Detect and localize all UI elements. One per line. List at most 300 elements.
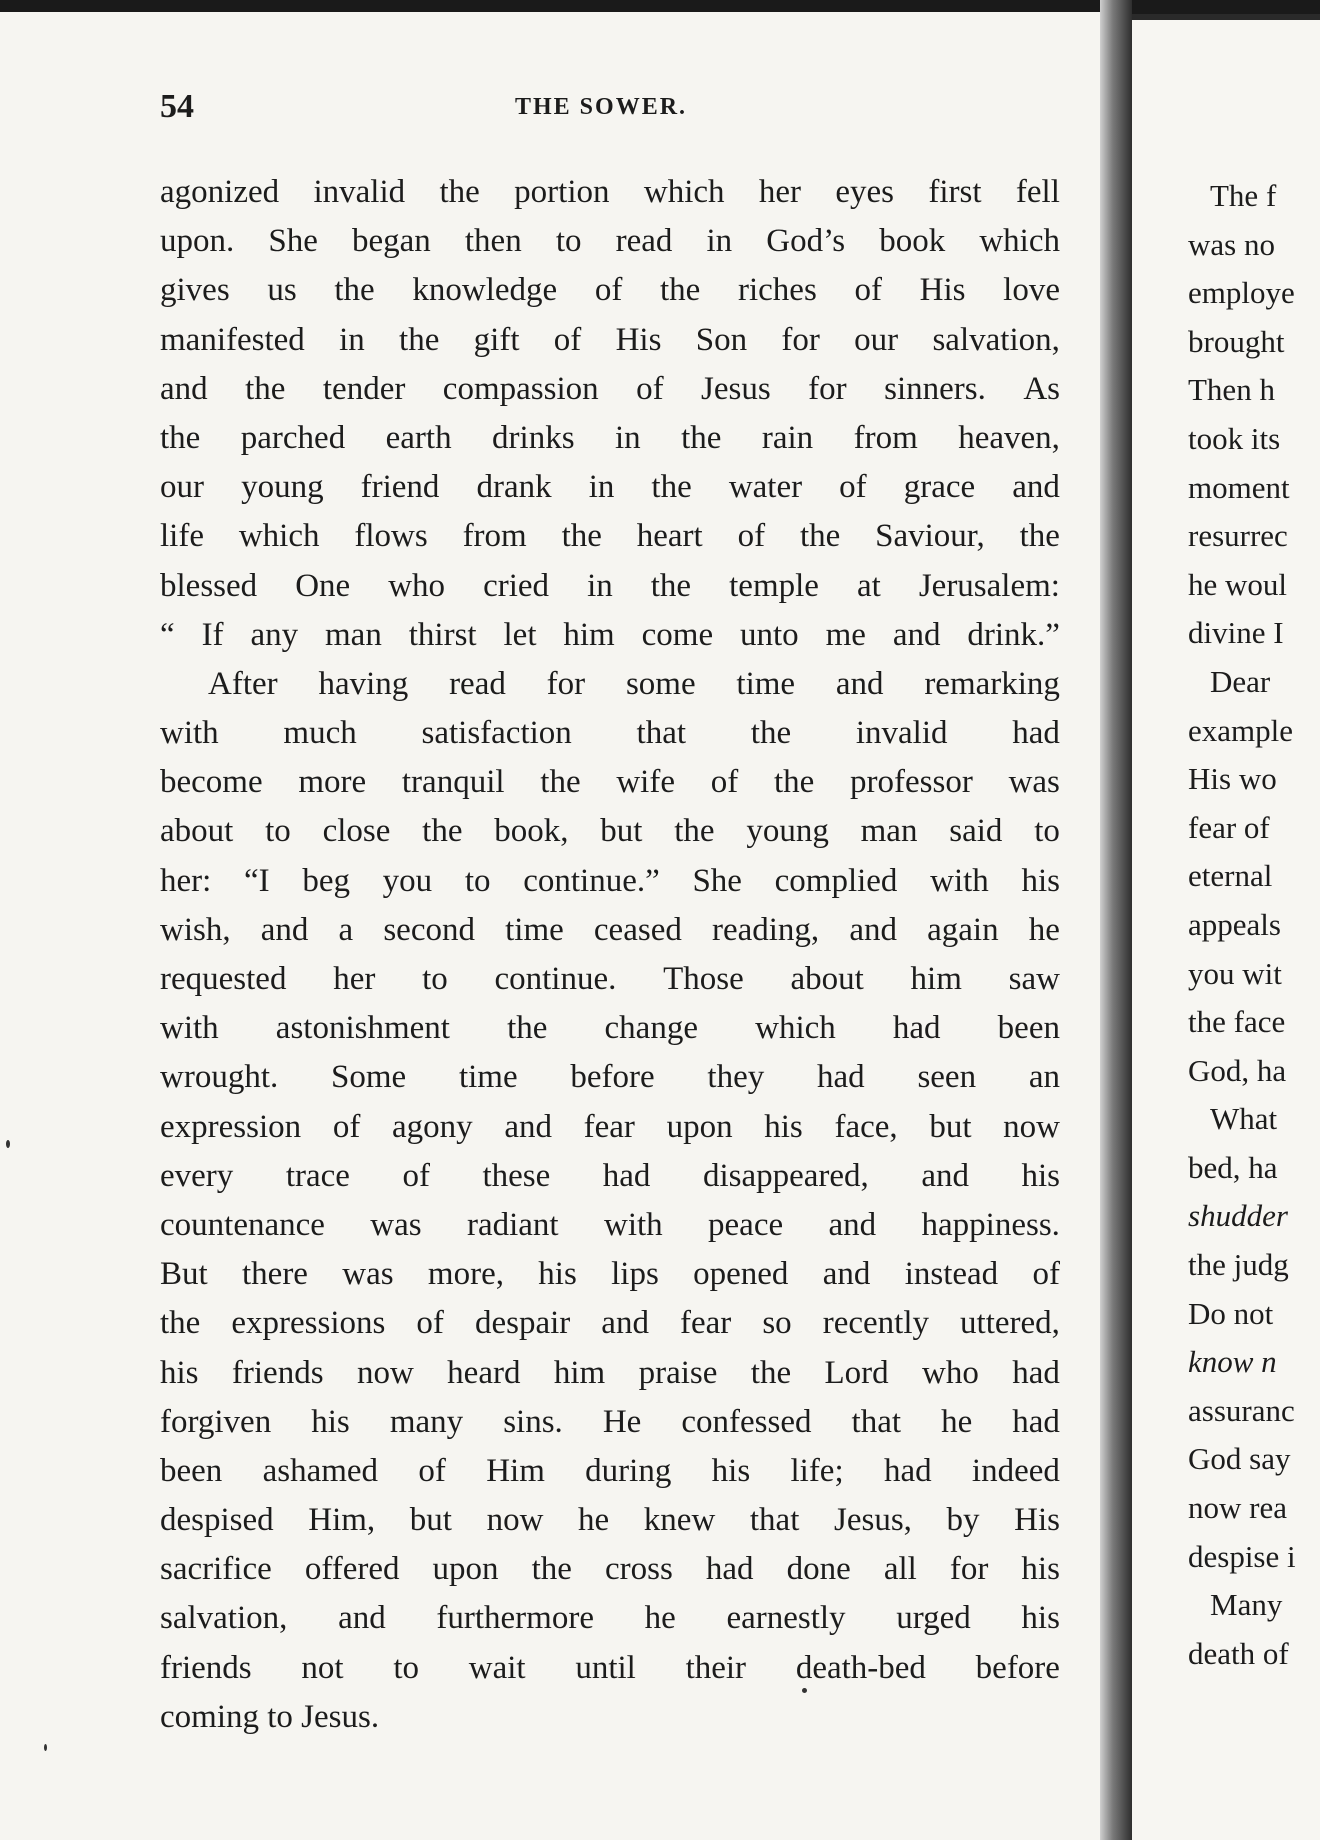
word: invalid (313, 174, 406, 210)
word: upon (666, 1108, 733, 1145)
word: death-bed (795, 1649, 926, 1686)
text-line (160, 414, 1060, 463)
text-line (160, 857, 1060, 906)
word: her (333, 961, 376, 997)
word: in (706, 223, 733, 260)
word: was (370, 1206, 422, 1243)
word: fear (680, 1305, 732, 1342)
word: about (790, 961, 864, 997)
word: reading, (711, 911, 820, 948)
word: cried (483, 567, 550, 604)
word: man (860, 813, 918, 850)
scan-speck (802, 1688, 807, 1693)
word: and (921, 1157, 969, 1194)
word: the (334, 272, 375, 309)
word: sacrifice (160, 1551, 272, 1588)
word: had (892, 1010, 941, 1047)
word: their (685, 1649, 747, 1686)
word: One (295, 567, 351, 604)
word: some (625, 665, 696, 702)
word: he (941, 1403, 973, 1440)
text-line (160, 611, 1060, 660)
word: trace (285, 1157, 350, 1194)
word: of (854, 272, 882, 309)
word: He (602, 1403, 642, 1440)
word: the (660, 272, 701, 309)
text-line (160, 1152, 1060, 1201)
word: and (504, 1108, 552, 1145)
word: he (1028, 911, 1060, 948)
word: ceased (593, 911, 682, 948)
word: the (561, 518, 602, 555)
text-line: the judg (1188, 1247, 1289, 1283)
word: face, (834, 1108, 898, 1145)
word: said (949, 813, 1003, 850)
word: blessed (160, 567, 258, 604)
text-line: appeals (1188, 906, 1281, 942)
word: indeed (971, 1452, 1060, 1489)
word: thirst (408, 616, 477, 653)
word: uttered, (960, 1305, 1060, 1342)
text-line (160, 758, 1060, 807)
text-line: God, ha (1188, 1052, 1287, 1088)
word: first (928, 174, 982, 210)
word: his (1021, 1157, 1060, 1194)
word: who (922, 1354, 979, 1391)
word: complied (774, 862, 898, 899)
word: disappeared, (702, 1157, 869, 1194)
word: these (482, 1157, 551, 1194)
word: the (531, 1551, 572, 1588)
word: rain (761, 419, 814, 456)
word: the (540, 764, 581, 801)
word: ashamed (262, 1452, 379, 1489)
text-line (160, 709, 1060, 758)
text-line: brought (1188, 323, 1285, 359)
word: salvation, (932, 321, 1060, 358)
word: any (250, 616, 299, 653)
word: praise (638, 1354, 718, 1391)
word: forgiven (160, 1403, 272, 1440)
word: of (553, 321, 582, 358)
scan-speck (44, 1744, 47, 1751)
word: had (883, 1452, 932, 1489)
word: now (1003, 1108, 1060, 1145)
word: continue. (494, 961, 617, 997)
word: furthermore (436, 1600, 594, 1637)
word: his (311, 1403, 350, 1440)
word: him (553, 1354, 606, 1391)
word: and (160, 370, 208, 407)
word: in (339, 321, 365, 358)
word: his (160, 1354, 199, 1391)
word: wrought. (160, 1059, 279, 1096)
word: of (416, 1305, 444, 1342)
text-line (160, 463, 1060, 512)
word: so (762, 1305, 792, 1342)
word: As (1023, 370, 1060, 407)
word: that (851, 1403, 902, 1440)
word: lips (611, 1256, 659, 1293)
word: the (681, 419, 722, 456)
text-line (160, 217, 1060, 266)
word: become (160, 764, 263, 801)
text-line: assuranc (1188, 1392, 1295, 1428)
word: radiant (466, 1206, 559, 1243)
word: before (570, 1059, 655, 1096)
word: His (615, 321, 662, 358)
word: continue.” (523, 862, 660, 899)
word: Those (663, 961, 744, 997)
word: in (587, 567, 613, 604)
text-line: was no (1188, 226, 1275, 262)
text-line: employe (1188, 275, 1295, 311)
word: knew (643, 1502, 716, 1539)
word: and (1012, 469, 1060, 506)
word: an (1028, 1059, 1060, 1096)
word: the (160, 1305, 201, 1342)
word: and (849, 911, 897, 948)
word: of (636, 370, 664, 407)
right-page (1132, 20, 1320, 1840)
word: countenance (160, 1206, 325, 1243)
text-line: took its (1188, 420, 1281, 456)
word: to (464, 862, 491, 899)
word: then (464, 223, 522, 260)
word: salvation, (160, 1600, 288, 1637)
word: tranquil (401, 764, 505, 801)
text-line: he woul (1188, 566, 1288, 602)
word: Jerusalem: (918, 567, 1060, 604)
word: life (160, 518, 204, 555)
word: at (856, 567, 881, 604)
text-line: bed, ha (1188, 1149, 1278, 1185)
book-gutter (1100, 0, 1132, 1840)
word: change (604, 1010, 698, 1047)
word: heart (636, 518, 703, 555)
text-line (160, 1250, 1060, 1299)
text-line (160, 1693, 1060, 1742)
word: friends (160, 1649, 252, 1686)
word: expressions (231, 1305, 386, 1342)
left-page-body (160, 168, 1060, 1742)
word: time (505, 911, 564, 948)
word: of (1032, 1256, 1060, 1293)
word: sins. (503, 1403, 563, 1440)
word: young (241, 469, 324, 506)
word: there (242, 1256, 308, 1293)
word: done (786, 1551, 851, 1588)
word: agonized (160, 174, 280, 210)
text-line: despise i (1188, 1538, 1296, 1574)
text-line (160, 1053, 1060, 1102)
word: the (160, 419, 201, 456)
word: but (600, 813, 643, 850)
word: his (1021, 1551, 1060, 1588)
word: grace (903, 469, 976, 506)
word: the (674, 813, 715, 850)
word: having (318, 665, 409, 702)
word: our (854, 321, 899, 358)
word: and (601, 1305, 649, 1342)
text-line: fear of (1188, 809, 1270, 845)
word: for (781, 321, 820, 358)
word: for (949, 1551, 989, 1588)
word: of (332, 1108, 361, 1145)
text-line (160, 955, 1060, 1004)
word: Jesus, (833, 1502, 912, 1539)
word: recently (822, 1305, 929, 1342)
text-line: now rea (1188, 1490, 1287, 1526)
text-line (160, 1004, 1060, 1053)
text-line: know n (1188, 1344, 1277, 1380)
word: urged (896, 1600, 971, 1637)
word: life; (790, 1452, 844, 1489)
word: expression (160, 1108, 302, 1145)
word: tender (322, 370, 406, 407)
word: the (773, 764, 815, 801)
word: for (808, 370, 847, 407)
word: happiness. (921, 1206, 1060, 1243)
word: wait (468, 1649, 526, 1686)
word: with (160, 1010, 219, 1047)
text-line: His wo (1188, 761, 1277, 797)
word: His (919, 272, 966, 309)
text-line: God say (1188, 1441, 1291, 1477)
word: that (636, 715, 687, 752)
word: in (614, 419, 641, 456)
word: time (736, 665, 796, 702)
word: heaven, (958, 419, 1060, 456)
word: After (208, 665, 278, 702)
word: read (615, 223, 673, 260)
word: earth (385, 419, 452, 456)
word: temple (729, 567, 819, 604)
word: more, (427, 1256, 504, 1293)
word: of (737, 518, 766, 555)
word: began (351, 223, 431, 260)
text-line (160, 1299, 1060, 1348)
word: water (728, 469, 803, 506)
text-line: Many (1210, 1587, 1283, 1623)
word: his (1021, 862, 1060, 899)
text-line: the face (1188, 1004, 1286, 1040)
word: satisfaction (421, 715, 572, 752)
word: who (388, 567, 446, 604)
word: peace (708, 1206, 784, 1243)
right-page-body (1188, 172, 1296, 1678)
word: let (503, 616, 537, 653)
word: the (245, 370, 286, 407)
word: heard (447, 1354, 521, 1391)
word: many (389, 1403, 464, 1440)
text-line: eternal (1188, 858, 1273, 894)
page-header (160, 88, 1030, 138)
word: gift (473, 321, 520, 358)
word: and (822, 1256, 871, 1293)
word: had (602, 1157, 651, 1194)
word: despair (474, 1305, 571, 1342)
word: drank (476, 469, 552, 506)
word: he (644, 1600, 676, 1637)
word: compassion (442, 370, 599, 407)
word: eyes (835, 174, 895, 210)
word: the (650, 567, 692, 604)
word: which (979, 223, 1060, 260)
word: the (651, 469, 692, 506)
word: come (641, 616, 714, 653)
word: his (1021, 1600, 1060, 1637)
word: now (356, 1354, 414, 1391)
word: us (267, 272, 297, 309)
word: the (750, 715, 792, 752)
word: to (422, 961, 448, 997)
page-number: 54 (160, 88, 194, 125)
word: until (575, 1649, 636, 1686)
scan-speck (6, 1140, 10, 1148)
word: book, (494, 813, 569, 850)
word: was (1008, 764, 1060, 801)
word: about (160, 813, 234, 850)
word: not (301, 1649, 344, 1686)
word: of (402, 1157, 430, 1194)
text-line: divine I (1188, 615, 1284, 651)
word: If (201, 616, 224, 653)
text-line (160, 1398, 1060, 1447)
word: now (486, 1502, 544, 1539)
word: parched (240, 419, 346, 456)
word: confessed (681, 1403, 812, 1440)
word: earnestly (726, 1600, 846, 1637)
word: he (578, 1502, 610, 1539)
word: instead (904, 1256, 999, 1293)
word: with (160, 715, 219, 752)
word: and (260, 911, 309, 948)
word: again (927, 911, 999, 948)
word: Some (331, 1059, 407, 1096)
word: She (692, 862, 742, 899)
word: She (268, 223, 318, 260)
word: of (839, 469, 867, 506)
word: much (283, 715, 357, 752)
text-line: Then h (1188, 372, 1275, 408)
word: manifested (160, 321, 305, 358)
text-line: Do not (1188, 1295, 1274, 1331)
word: for (546, 665, 586, 702)
word: and (835, 665, 884, 702)
word: his (764, 1108, 803, 1145)
word: gives (160, 272, 230, 309)
word: knowledge (412, 272, 558, 309)
word: the (439, 174, 480, 210)
word: a (338, 911, 354, 948)
text-line (160, 1545, 1060, 1594)
word: which (755, 1010, 836, 1047)
word: had (1012, 1354, 1060, 1391)
word: they (707, 1059, 765, 1096)
word: and (828, 1206, 877, 1243)
text-line (160, 365, 1060, 414)
text-line (160, 168, 1060, 217)
text-line (160, 807, 1060, 856)
word: But (160, 1256, 208, 1293)
word: seen (917, 1059, 977, 1096)
word: him (563, 616, 615, 653)
word: Him, (308, 1502, 376, 1539)
word: which (238, 518, 320, 555)
word: friends (231, 1354, 324, 1391)
word: God’s (766, 223, 846, 260)
word: invalid (855, 715, 948, 752)
text-line: The f (1210, 178, 1277, 213)
text-line: death of (1188, 1635, 1289, 1671)
text-line (160, 1644, 1060, 1693)
word: love (1003, 272, 1060, 309)
word: offered (304, 1551, 400, 1588)
word: but (409, 1502, 452, 1539)
word: the (750, 1354, 792, 1391)
word: with (603, 1206, 663, 1243)
word: before (975, 1649, 1060, 1686)
word: opened (693, 1256, 789, 1293)
text-line (160, 562, 1060, 611)
text-line: shudder (1188, 1198, 1288, 1234)
text-line: Dear (1210, 663, 1271, 699)
word: but (929, 1108, 972, 1145)
text-line: you wit (1188, 955, 1282, 991)
word: friend (360, 469, 440, 506)
word: me (825, 616, 866, 653)
word: the (422, 813, 463, 850)
word: read (449, 665, 506, 702)
word: book (879, 223, 946, 260)
word: wish, (160, 911, 231, 948)
word: to (1034, 813, 1060, 850)
word: had (705, 1551, 754, 1588)
word: during (585, 1452, 672, 1489)
word: been (160, 1452, 223, 1489)
word: from (462, 518, 527, 555)
word: the (507, 1010, 548, 1047)
word: of (418, 1452, 446, 1489)
word: drinks (492, 419, 575, 456)
word: riches (738, 272, 817, 309)
word: fear (583, 1108, 635, 1145)
word: Saviour, (875, 518, 985, 555)
word: “ (160, 616, 175, 653)
word: saw (1008, 961, 1060, 997)
word: from (853, 419, 918, 456)
word: the (1019, 518, 1060, 555)
word: cross (605, 1551, 673, 1588)
word: fell (1015, 174, 1060, 210)
word: unto (740, 616, 799, 653)
text-line (160, 266, 1060, 315)
word: man (325, 616, 382, 653)
word: her (758, 174, 802, 210)
word: had (1012, 715, 1060, 752)
word: to (393, 1649, 419, 1686)
word: His (1014, 1502, 1060, 1539)
text-line (160, 1496, 1060, 1545)
word: portion (514, 174, 610, 210)
word: upon. (160, 223, 235, 260)
word: which (643, 174, 725, 210)
word: Jesus. (301, 1698, 380, 1735)
text-line (160, 512, 1060, 561)
word: you (382, 862, 433, 899)
text-line (160, 1201, 1060, 1250)
